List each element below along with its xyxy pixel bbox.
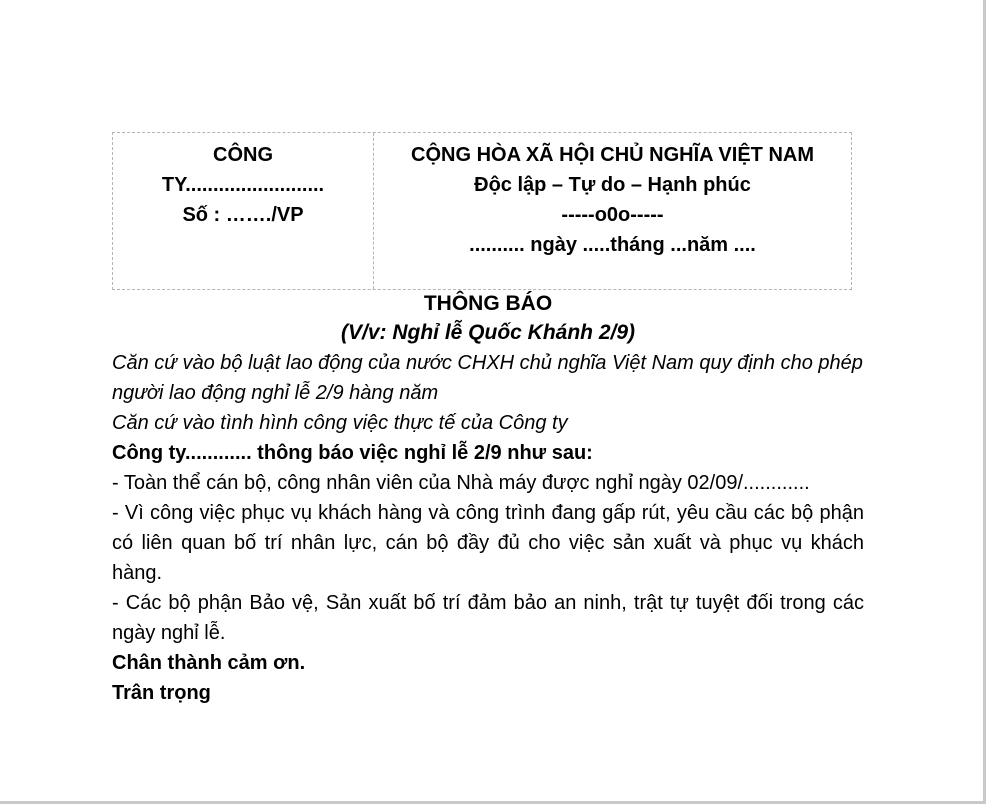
thanks-line: Chân thành cảm ơn. bbox=[112, 652, 306, 674]
national-header-cell bbox=[374, 133, 851, 289]
national-motto: Độc lập – Tự do – Hạnh phúc bbox=[474, 174, 751, 196]
header-separator: -----o0o----- bbox=[561, 204, 664, 226]
basis-paragraph-1: Căn cứ vào bộ luật lao động của nước CHXH chủ nghĩa Việt Nam quy định cho phép người lao động nghỉ lễ 2/9 hàng năm bbox=[112, 352, 863, 404]
document-body bbox=[112, 348, 864, 708]
company-name-line2: TY......................... bbox=[161, 174, 325, 196]
date-line: .......... ngày .....tháng ...năm .... bbox=[469, 234, 756, 256]
company-cell bbox=[113, 133, 374, 289]
document bbox=[112, 132, 864, 708]
list-item-1: - Toàn thể cán bộ, công nhân viên của Nhà máy được nghỉ ngày 02/09/............ bbox=[112, 472, 810, 494]
closing-line: Trân trọng bbox=[112, 682, 211, 704]
company-name-line1: CÔNG bbox=[213, 144, 273, 166]
announcement-line: Công ty............ thông báo việc nghỉ lễ 2/9 như sau: bbox=[112, 442, 593, 464]
basis-paragraph-2: Căn cứ vào tình hình công việc thực tế của Công ty bbox=[112, 412, 568, 434]
document-title: THÔNG BÁO bbox=[423, 292, 553, 315]
list-item-2: - Vì công việc phục vụ khách hàng và công trình đang gấp rút, yêu cầu các bộ phận có liên quan bố trí nhân lực, cán bộ đầy đủ cho việc sản xuất và phục vụ khách hàng. bbox=[112, 502, 864, 584]
document-number: Số : ……./VP bbox=[182, 204, 304, 226]
header-table bbox=[112, 132, 852, 290]
list-item-3: - Các bộ phận Bảo vệ, Sản xuất bố trí đảm bảo an ninh, trật tự tuyệt đối trong các ngày nghỉ lễ. bbox=[112, 592, 864, 644]
document-subtitle: (V/v: Nghỉ lễ Quốc Khánh 2/9) bbox=[340, 321, 636, 344]
republic-name: CỘNG HÒA XÃ HỘI CHỦ NGHĨA VIỆT NAM bbox=[411, 144, 814, 166]
